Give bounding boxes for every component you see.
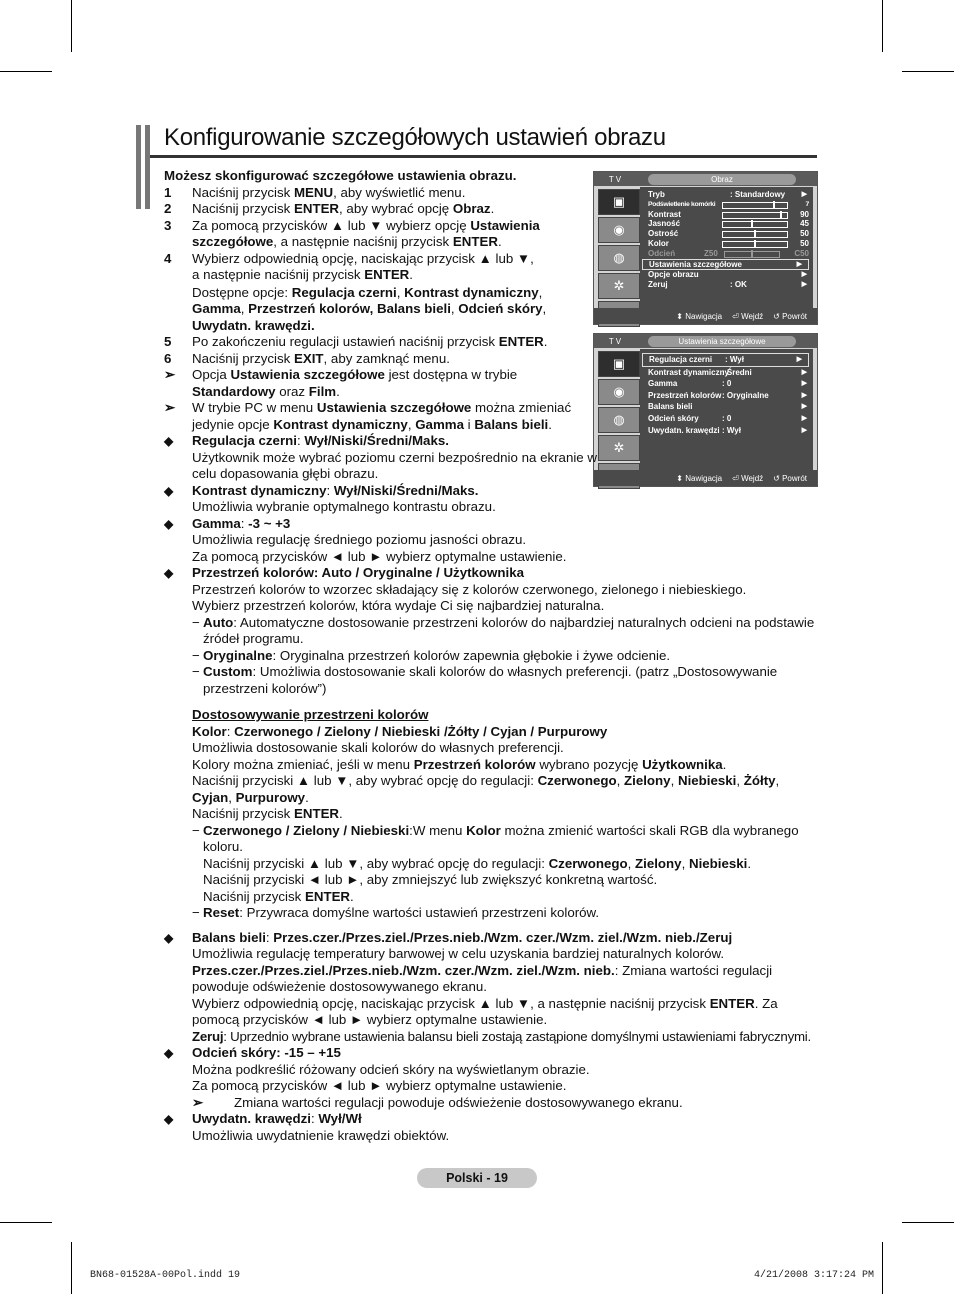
color-option: Niebieski: [677, 773, 737, 788]
arrow-right-icon: ▶: [801, 271, 807, 279]
step-number: 3: [164, 217, 172, 233]
arrow-right-icon: ▶: [801, 426, 807, 434]
note-key: Balans bieli: [474, 416, 549, 432]
page-title: Konfigurowanie szczegółowych ustawień obrazu: [164, 124, 666, 151]
step-text: Naciśnij przycisk: [192, 350, 294, 366]
available-options: Dostępne opcje: Regulacja czerni, Kontrast dynamiczny, Gamma, Przestrzeń kolorów, Balans bieli, Odcień skóry, Uwydatn. krawędzi.: [192, 284, 547, 333]
section-text: Za pomocą przycisków ◄ lub ► wybierz optymalne ustawienie.: [192, 548, 567, 564]
section-text: : Zmiana wartości regulacji powoduje odświeżenie dostosowywanego ekranu.: [192, 962, 773, 994]
color-option: Zielony: [624, 773, 671, 788]
crop-mark: [902, 1222, 954, 1223]
step-3: [164, 218, 582, 251]
option-key: Czerwonego / Zielony / Niebieski: [203, 822, 410, 838]
step-number: 1: [164, 184, 172, 200]
note-arrow-icon: ➢: [192, 1094, 204, 1110]
item-value: : Standardowy: [730, 190, 786, 199]
title-accent-gap: [141, 125, 145, 209]
crop-mark: [882, 0, 883, 52]
section-balans-bieli: ◆ Balans bieli: Przes.czer./Przes.ziel./Przes.nieb./Wzm. czer./Wzm. ziel./Wzm. nieb./Zeruj Umożliwia regulację temperatury barwowej w celu uzyskania bardziej naturalnych kolorów. Przes.czer./Przes.ziel./Przes.nieb./Wzm. czer./Wzm. ziel./Wzm. nieb.: Zmiana wartości regulacji powoduje odświeżenie dostosowywanego ekranu. Wybierz odpowiednią opcję, naciskając przycisk ▲ lub ▼, a następnie naciśnij przycisk ENTER. Za pomocą przycisków ◄ lub ► wybierz optymalne ustawienie. Zeruj: Uprzednio wybrane ustawienia balansu bieli zostają zastąpione domyślnymi ustawieniami fabrycznymi.: [164, 929, 811, 1044]
item-label: Regulacja czerni: [649, 355, 713, 364]
option-key: Reset: [203, 905, 240, 920]
section-text: Umożliwia regulację średniego poziomu jasności obrazu.: [192, 532, 527, 547]
arrow-right-icon: ▶: [801, 414, 807, 422]
color-option: Niebieski: [688, 855, 748, 871]
option-key: Auto: [203, 614, 234, 630]
option: Kontrast dynamiczny: [404, 284, 539, 300]
section-values: Wył/Niski/Średni/Maks.: [304, 433, 449, 448]
tv-label: T V: [608, 336, 622, 346]
note-2: [164, 400, 604, 433]
section-text: Użytkownik może wybrać poziomu czerni bezpośrednio na ekranie w celu dopasowania głębi obrazu.: [192, 449, 597, 481]
crop-mark: [0, 71, 52, 72]
section-text: Można podkreślić różowany odcień skóry na wyświetlanym obrazie.: [192, 1061, 590, 1077]
step-6: [164, 351, 592, 368]
menu-title: Obraz: [648, 174, 796, 185]
bullet-diamond-icon: ◆: [164, 1112, 174, 1126]
item-label: Ustawienia szczegółowe: [649, 259, 742, 269]
option: Regulacja czerni: [291, 284, 397, 300]
section-text: . Za pomocą przycisków ◄ lub ► wybierz optymalne ustawienie.: [192, 995, 778, 1027]
rgb-instructions: Naciśnij przyciski ▲ lub ▼, aby wybrać opcję do regulacji: Czerwonego, Zielony, Niebieski. Naciśnij przyciski ◄ lub ►, aby zmniejszyć lub zwiększyć konkretną wartość. Naciśnij przycisk ENTER.: [203, 855, 752, 904]
note-text: Zmiana wartości regulacji powoduje odświeżenie dostosowywanego ekranu.: [234, 1094, 683, 1110]
back-label: Powrót: [782, 473, 807, 483]
arrow-right-icon: ▶: [801, 191, 807, 198]
item-value: : Wył: [722, 425, 741, 435]
dash-marker: −: [192, 822, 200, 838]
section-text: : Uprzednio wybrane ustawienia balansu bieli zostają zastąpione domyślnymi ustawieniami fabrycznymi.: [223, 1028, 811, 1044]
section-gamma: ◆ Gamma: -3 ~ +3 Umożliwia regulację średniego poziomu jasności obrazu. Za pomocą przycisków ◄ lub ► wybierz optymalne ustawienie.: [164, 515, 567, 564]
section-key: ENTER: [709, 995, 755, 1011]
step-text: , aby zamknąć menu.: [323, 350, 450, 366]
enter-icon: ⏎: [732, 473, 739, 483]
instruction-key: ENTER: [304, 888, 351, 904]
color-option: Żółty: [743, 773, 776, 788]
step-key: Obraz: [452, 201, 491, 216]
intro: [164, 168, 819, 185]
color-option: Purpurowy: [235, 789, 306, 805]
arrow-right-icon: ▶: [801, 368, 807, 376]
note-text: jest dostępna w trybie: [384, 367, 518, 382]
item-label: Kontrast dynamiczny: [648, 367, 729, 377]
note-arrow-icon: ➢: [164, 400, 176, 415]
color-option: Zielony: [635, 855, 682, 871]
step-key: EXIT: [293, 350, 324, 366]
section-values: Przes.czer./Przes.ziel./Przes.nieb./Wzm. czer./Wzm. ziel./Wzm. nieb./Zeruj: [273, 929, 733, 945]
item-z-value: Z50: [704, 248, 718, 258]
section-text: Umożliwia wybranie optymalnego kontrastu obrazu.: [192, 499, 496, 514]
section-text: Wybierz odpowiednią opcję, naciskając przycisk ▲ lub ▼, a następnie naciśnij przycisk: [192, 995, 710, 1011]
note-key: Film: [308, 383, 337, 399]
step-text: Naciśnij przycisk: [192, 201, 294, 216]
note-key: Gamma: [415, 416, 464, 432]
note-key: Standardowy: [192, 383, 276, 399]
option-text: : Automatyczne dostosowanie przestrzeni kolorów do najbardziej naturalnych odcieni na podstawie źródeł programu.: [203, 614, 815, 646]
option-text: : Umożliwia dostosowanie skali kolorów do własnych preferencji. (patrz „Dostosowywanie przestrzeni kolorów”): [203, 664, 778, 696]
arrow-right-icon: ▶: [801, 391, 807, 399]
step-key: ENTER: [293, 201, 340, 216]
step-number: 4: [164, 250, 172, 266]
option: Przestrzeń kolorów, Balans bieli: [248, 301, 451, 316]
note-text: można zmieniać jedynie opcje: [192, 400, 572, 432]
color-option: Czerwonego: [537, 773, 617, 788]
section-heading: Gamma: [192, 515, 241, 531]
item-number: 45: [800, 219, 809, 229]
arrow-right-icon: ▶: [801, 380, 807, 388]
slug-timestamp: 4/21/2008 3:17:24 PM: [754, 1270, 875, 1281]
section-text: Przestrzeń kolorów to wzorzec składający się z kolorów czerwonego, zielonego i niebieskiego.: [192, 581, 747, 597]
intro-text: Możesz skonfigurować szczegółowe ustawienia obrazu.: [164, 168, 517, 183]
subsection-text: Naciśnij przyciski ▲ lub ▼, aby wybrać opcję do regulacji:: [192, 773, 538, 788]
option-auto: [164, 615, 819, 648]
dash-marker: −: [192, 905, 200, 920]
section-regulacja-czerni: ◆ Regulacja czerni: Wył/Niski/Średni/Maks. Użytkownik może wybrać poziomu czerni bezpośrednio na ekranie w celu dopasowania głębi obrazu.: [164, 433, 597, 481]
updown-icon: ⬍: [676, 311, 683, 321]
step-text: Wybierz odpowiednią opcję, naciskając przycisk ▲ lub ▼,: [192, 250, 534, 266]
dash-marker: −: [192, 647, 200, 663]
item-value: : OK: [730, 280, 747, 290]
step-4: [164, 251, 592, 284]
note-key: Ustawienia szczegółowe: [230, 367, 385, 382]
menu-title: Ustawienia szczegółowe: [648, 336, 796, 347]
picture-icon[interactable]: ▣: [598, 189, 640, 215]
note-text: W trybie PC w menu: [192, 400, 317, 415]
page-number-badge: Polski - 19: [417, 1168, 537, 1188]
step-key: ENTER: [452, 234, 498, 249]
step-text: Za pomocą przycisków ▲ lub ▼ wybierz opcję: [192, 217, 471, 233]
channel-icon[interactable]: ◍: [598, 245, 640, 271]
step-text: .: [543, 334, 548, 349]
section-kontrast-dynamiczny: ◆ Kontrast dynamiczny: Wył/Niski/Średni/Maks. Umożliwia wybranie optymalnego kontrastu obrazu.: [164, 482, 496, 514]
item-label: Kontrast: [648, 209, 681, 219]
back-label: Powrót: [782, 311, 807, 321]
section-text: Za pomocą przycisków ◄ lub ► wybierz optymalne ustawienie.: [192, 1078, 567, 1093]
subsection-heading: Dostosowywanie przestrzeni kolorów: [192, 707, 429, 722]
section-odcien-skory: [164, 1045, 819, 1095]
option-custom: [164, 664, 803, 697]
item-number: 7: [805, 200, 809, 208]
item-label: Odcień skóry: [648, 413, 699, 423]
section-heading: Kontrast dynamiczny: [192, 482, 327, 498]
subsection-key: Użytkownika: [642, 756, 723, 772]
step-text: .: [490, 201, 495, 216]
item-label: Zeruj: [648, 280, 668, 290]
sound-icon[interactable]: ◉: [598, 379, 640, 405]
option-key: Oryginalne: [203, 647, 273, 663]
item-number: 90: [800, 209, 809, 219]
note-1: [164, 367, 582, 400]
bullet-diamond-icon: ◆: [164, 516, 174, 531]
option: Uwydatn. krawędzi.: [192, 317, 315, 333]
step-key: Ustawienia szczegółowe: [192, 217, 540, 249]
main-content: [164, 168, 819, 1144]
section-przestrzen-kolorow: [164, 565, 819, 615]
bullet-diamond-icon: ◆: [164, 930, 174, 945]
note-key: Ustawienia szczegółowe: [316, 400, 472, 415]
step-number: 2: [164, 201, 172, 216]
subsection-text: Umożliwia dostosowanie skali kolorów do własnych preferencji.: [192, 740, 564, 755]
subsection-text: wybrano pozycję: [535, 756, 643, 772]
option-reset: [164, 905, 819, 922]
step-number: 5: [164, 334, 172, 349]
color-option: Cyjan: [192, 789, 229, 805]
bullet-diamond-icon: ◆: [164, 566, 174, 580]
option: Odcień skóry: [458, 301, 543, 316]
arrow-right-icon: ▶: [801, 403, 807, 411]
section-heading: Przestrzeń kolorów: Auto / Oryginalne / Użytkownika: [192, 565, 524, 580]
tv-label: T V: [608, 174, 622, 184]
section-values: Wył/Niski/Średni/Maks.: [333, 482, 479, 498]
section-text: Umożliwia regulację temperatury barwowej w celu uzyskania bardziej naturalnych kolorów.: [192, 946, 725, 961]
item-value: : Średni: [722, 367, 752, 377]
instruction-text: Naciśnij przyciski ▲ lub ▼, aby wybrać opcję do regulacji:: [203, 855, 549, 871]
section-heading: Odcień skóry: -15 – +15: [192, 1045, 341, 1060]
step-text: , aby wyświetlić menu.: [333, 184, 466, 200]
section-key: Przes.czer./Przes.ziel./Przes.nieb./Wzm. czer./Wzm. ziel./Wzm. nieb.: [192, 962, 615, 978]
note-arrow-icon: ➢: [164, 367, 176, 382]
bullet-diamond-icon: ◆: [164, 434, 174, 448]
section-heading: Regulacja czerni: [192, 433, 297, 448]
section-heading: Balans bieli: [192, 929, 266, 945]
arrow-right-icon: ▶: [796, 260, 802, 268]
step-text: Naciśnij przycisk: [192, 184, 294, 200]
item-c-value: C50: [794, 248, 809, 258]
setup-icon[interactable]: ✲: [598, 273, 640, 299]
option-text: : Oryginalna przestrzeń kolorów zapewnia głębokie i żywe odcienie.: [272, 647, 671, 663]
dash-marker: −: [192, 614, 200, 630]
kolor-key: Kolor: [192, 723, 227, 739]
item-value: : Oryginalne: [722, 390, 769, 400]
step-key: MENU: [293, 184, 334, 200]
section-values: Wył/Wł: [318, 1111, 362, 1126]
instruction-text: Naciśnij przyciski ◄ lub ►, aby zmniejszyć lub zwiększyć konkretną wartość.: [203, 872, 658, 887]
note-text: oraz: [275, 383, 309, 399]
enter-icon: ⏎: [732, 311, 739, 321]
step-text: .: [409, 267, 413, 282]
slug-filename: BN68-01528A-00Pol.indd 19: [90, 1270, 241, 1281]
note-key: Kontrast dynamiczny: [273, 416, 408, 432]
subsection-key: Przestrzeń kolorów: [413, 756, 536, 772]
step-key: ENTER: [364, 267, 410, 282]
skora-note: [164, 1095, 819, 1112]
option-text: :W menu: [409, 822, 467, 838]
section-dostosowywanie: Dostosowywanie przestrzeni kolorów Kolor: Czerwonego / Zielony / Niebieski /Żółty / Cyjan / Purpurowy Umożliwia dostosowanie skali kolorów do własnych preferencji. Kolory można zmieniać, jeśli w menu Przestrzeń kolorów wybrano pozycję Użytkownika. Naciśnij przyciski ▲ lub ▼, aby wybrać opcję do regulacji: Czerwonego, Zielony, Niebieski, Żółty, Cyjan, Purpurowy. Naciśnij przycisk ENTER.: [192, 707, 780, 821]
crop-mark: [882, 1242, 883, 1294]
sound-icon[interactable]: ◉: [598, 217, 640, 243]
option: Gamma: [192, 301, 241, 316]
item-label: Opcje obrazu: [648, 270, 699, 280]
section-text: Wybierz przestrzeń kolorów, która wydaje Ci się najbardziej naturalna.: [192, 598, 605, 613]
item-label: Kolor: [648, 238, 669, 248]
nav-label: Nawigacja: [685, 311, 723, 321]
section-heading: Uwydatn. krawędzi: [192, 1111, 311, 1126]
setup-icon[interactable]: ✲: [598, 435, 640, 461]
step-number: 6: [164, 350, 172, 366]
item-value: : 0: [722, 413, 732, 423]
item-label: Odcień: [648, 248, 676, 258]
option-text: : Przywraca domyślne wartości ustawień przestrzeni kolorów.: [239, 905, 600, 920]
arrow-right-icon: ▶: [801, 281, 807, 289]
item-number: 50: [800, 238, 809, 248]
title-rule: [150, 155, 817, 158]
note-text: ,: [407, 416, 416, 432]
item-label: Gamma: [648, 379, 678, 389]
option-key: Kolor: [466, 822, 501, 838]
crop-mark: [71, 0, 72, 52]
dash-marker: −: [192, 664, 200, 679]
option-text: można zmienić wartości skali RGB dla wybranego koloru.: [203, 822, 799, 854]
item-label: Uwydatn. krawędzi: [648, 425, 720, 435]
step-text: , aby wybrać opcję: [339, 201, 453, 216]
return-icon: ↺: [773, 311, 780, 321]
arrow-right-icon: ▶: [796, 356, 802, 363]
item-label: Podświetlenie komórki: [648, 200, 716, 208]
item-value: : Wył: [725, 355, 744, 364]
step-text: , a następnie naciśnij przycisk: [273, 234, 453, 249]
bullet-diamond-icon: ◆: [164, 1046, 174, 1060]
picture-icon[interactable]: ▣: [598, 351, 640, 377]
item-number: 50: [800, 229, 809, 239]
step-1: [164, 185, 592, 202]
enter-label: Wejdź: [741, 473, 764, 483]
item-label: Tryb: [648, 190, 665, 199]
item-value: : 0: [722, 379, 732, 389]
color-option: Czerwonego: [548, 855, 628, 871]
subsection-key: ENTER: [293, 806, 340, 821]
item-label: Jasność: [648, 219, 681, 229]
step-text: .: [497, 234, 502, 249]
options-label: Dostępne opcje:: [192, 284, 292, 300]
note-text: .: [548, 416, 552, 432]
return-icon: ↺: [773, 473, 780, 483]
section-text: Umożliwia uwydatnienie krawędzi obiektów.: [192, 1127, 450, 1143]
crop-mark: [71, 1242, 72, 1294]
section-values: -3 ~ +3: [248, 515, 291, 531]
item-label: Ostrość: [648, 229, 679, 239]
section-uwydatn-krawedzi: ◆ Uwydatn. krawędzi: Wył/Wł Umożliwia uwydatnienie krawędzi obiektów.: [164, 1111, 450, 1143]
option-oryginalne: [164, 648, 819, 665]
note-text: .: [336, 383, 340, 399]
nav-label: Nawigacja: [685, 473, 723, 483]
zeruj-line: [192, 1029, 811, 1044]
item-label: Balans bieli: [648, 402, 693, 412]
subsection-text: Naciśnij przycisk: [192, 806, 294, 821]
crop-mark: [902, 71, 954, 72]
bullet-diamond-icon: ◆: [164, 483, 174, 498]
item-label: Przestrzeń kolorów: [648, 390, 722, 400]
instruction-text: Naciśnij przycisk: [203, 888, 305, 904]
channel-icon[interactable]: ◍: [598, 407, 640, 433]
option-rgb: [164, 823, 819, 856]
crop-mark: [0, 1222, 52, 1223]
subsection-text: .: [722, 756, 727, 772]
note-text: Opcja: [192, 367, 231, 382]
updown-icon: ⬍: [676, 473, 683, 483]
step-text: a następnie naciśnij przycisk: [192, 267, 365, 282]
step-key: ENTER: [498, 334, 544, 349]
step-5: [164, 334, 592, 351]
step-2: [164, 201, 592, 218]
option-key: Custom: [203, 664, 253, 679]
enter-label: Wejdź: [741, 311, 764, 321]
note-text: i: [463, 416, 475, 432]
section-key: Zeruj: [192, 1028, 224, 1044]
subsection-text: Kolory można zmieniać, jeśli w menu: [192, 756, 414, 772]
kolor-values: Czerwonego / Zielony / Niebieski /Żółty / Cyjan / Purpurowy: [234, 723, 608, 739]
step-text: Po zakończeniu regulacji ustawień naciśnij przycisk: [192, 334, 499, 349]
